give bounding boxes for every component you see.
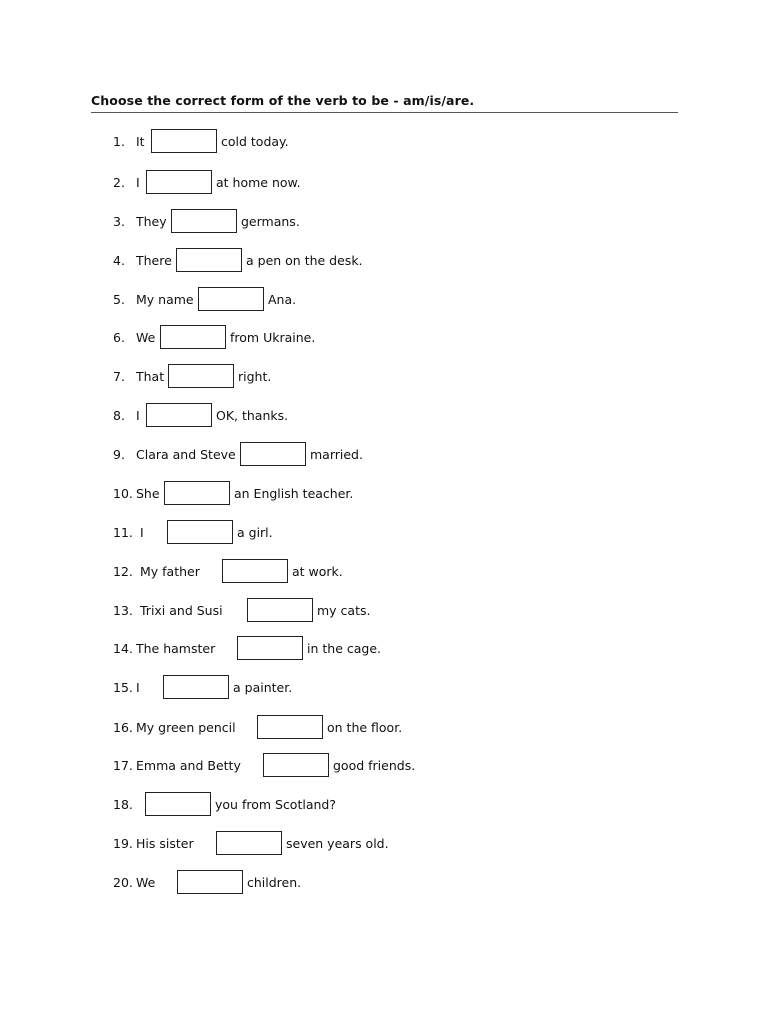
- sentence-end: a painter.: [233, 680, 293, 695]
- exercise-item: [0, 209, 768, 235]
- sentence-end: germans.: [241, 214, 300, 229]
- sentence-end: seven years old.: [286, 836, 389, 851]
- item-number: 4.: [113, 253, 125, 268]
- sentence-start: Trixi and Susi: [140, 603, 223, 618]
- item-number: 15.: [113, 680, 133, 695]
- sentence-start: My father: [140, 564, 200, 579]
- item-number: 5.: [113, 292, 125, 307]
- answer-box[interactable]: [240, 442, 306, 466]
- answer-box[interactable]: [167, 520, 233, 544]
- sentence-end: Ana.: [268, 292, 297, 307]
- sentence-start: My green pencil: [136, 720, 236, 735]
- exercise-item: [0, 715, 768, 741]
- sentence-end: right.: [238, 369, 272, 384]
- sentence-end: an English teacher.: [234, 486, 354, 501]
- sentence-end: cold today.: [221, 134, 289, 149]
- sentence-start: Clara and Steve: [136, 447, 236, 462]
- item-number: 11.: [113, 525, 133, 540]
- exercise-item: [0, 675, 768, 701]
- exercise-item: [0, 364, 768, 390]
- sentence-end: you from Scotland?: [215, 797, 336, 812]
- exercise-item: [0, 753, 768, 779]
- exercise-item: [0, 520, 768, 546]
- answer-box[interactable]: [160, 325, 226, 349]
- exercise-item: [0, 248, 768, 274]
- answer-box[interactable]: [164, 481, 230, 505]
- answer-box[interactable]: [151, 129, 217, 153]
- sentence-start: His sister: [136, 836, 194, 851]
- answer-box[interactable]: [146, 403, 212, 427]
- item-number: 8.: [113, 408, 125, 423]
- sentence-start: I: [136, 680, 140, 695]
- worksheet-title: Choose the correct form of the verb to be - am/is/are.: [91, 93, 678, 113]
- item-number: 18.: [113, 797, 133, 812]
- item-number: 13.: [113, 603, 133, 618]
- exercise-item: [0, 287, 768, 313]
- exercise-item: [0, 129, 768, 155]
- item-number: 17.: [113, 758, 133, 773]
- sentence-start: I: [136, 175, 140, 190]
- item-number: 1.: [113, 134, 125, 149]
- answer-box[interactable]: [237, 636, 303, 660]
- sentence-end: good friends.: [333, 758, 416, 773]
- sentence-end: a pen on the desk.: [246, 253, 363, 268]
- answer-box[interactable]: [222, 559, 288, 583]
- exercise-item: [0, 481, 768, 507]
- sentence-end: at home now.: [216, 175, 301, 190]
- sentence-end: children.: [247, 875, 302, 890]
- sentence-end: OK, thanks.: [216, 408, 289, 423]
- sentence-start: She: [136, 486, 160, 501]
- item-number: 16.: [113, 720, 133, 735]
- answer-box[interactable]: [216, 831, 282, 855]
- answer-box[interactable]: [171, 209, 237, 233]
- sentence-start: We: [136, 330, 156, 345]
- item-number: 3.: [113, 214, 125, 229]
- exercise-item: [0, 598, 768, 624]
- sentence-start: Emma and Betty: [136, 758, 241, 773]
- sentence-end: my cats.: [317, 603, 371, 618]
- exercise-item: [0, 792, 768, 818]
- sentence-start: There: [136, 253, 172, 268]
- exercise-item: [0, 870, 768, 896]
- sentence-start: I: [136, 408, 140, 423]
- answer-box[interactable]: [177, 870, 243, 894]
- answer-box[interactable]: [146, 170, 212, 194]
- answer-box[interactable]: [257, 715, 323, 739]
- sentence-end: a girl.: [237, 525, 273, 540]
- item-number: 6.: [113, 330, 125, 345]
- sentence-start: I: [140, 525, 144, 540]
- item-number: 7.: [113, 369, 125, 384]
- answer-box[interactable]: [198, 287, 264, 311]
- item-number: 20.: [113, 875, 133, 890]
- sentence-start: That: [136, 369, 165, 384]
- item-number: 12.: [113, 564, 133, 579]
- answer-box[interactable]: [176, 248, 242, 272]
- sentence-start: We: [136, 875, 156, 890]
- answer-box[interactable]: [263, 753, 329, 777]
- exercise-item: [0, 559, 768, 585]
- exercise-item: [0, 636, 768, 662]
- item-number: 14.: [113, 641, 133, 656]
- sentence-end: married.: [310, 447, 363, 462]
- sentence-start: It: [136, 134, 145, 149]
- sentence-start: My name: [136, 292, 194, 307]
- sentence-start: The hamster: [136, 641, 216, 656]
- answer-box[interactable]: [247, 598, 313, 622]
- sentence-end: at work.: [292, 564, 343, 579]
- sentence-start: They: [136, 214, 167, 229]
- exercise-item: [0, 442, 768, 468]
- item-number: 9.: [113, 447, 125, 462]
- exercise-item: [0, 170, 768, 196]
- answer-box[interactable]: [168, 364, 234, 388]
- item-number: 10.: [113, 486, 133, 501]
- exercise-item: [0, 325, 768, 351]
- answer-box[interactable]: [145, 792, 211, 816]
- exercise-item: [0, 403, 768, 429]
- sentence-end: from Ukraine.: [230, 330, 316, 345]
- item-number: 19.: [113, 836, 133, 851]
- exercise-item: [0, 831, 768, 857]
- sentence-end: in the cage.: [307, 641, 381, 656]
- sentence-end: on the floor.: [327, 720, 403, 735]
- item-number: 2.: [113, 175, 125, 190]
- answer-box[interactable]: [163, 675, 229, 699]
